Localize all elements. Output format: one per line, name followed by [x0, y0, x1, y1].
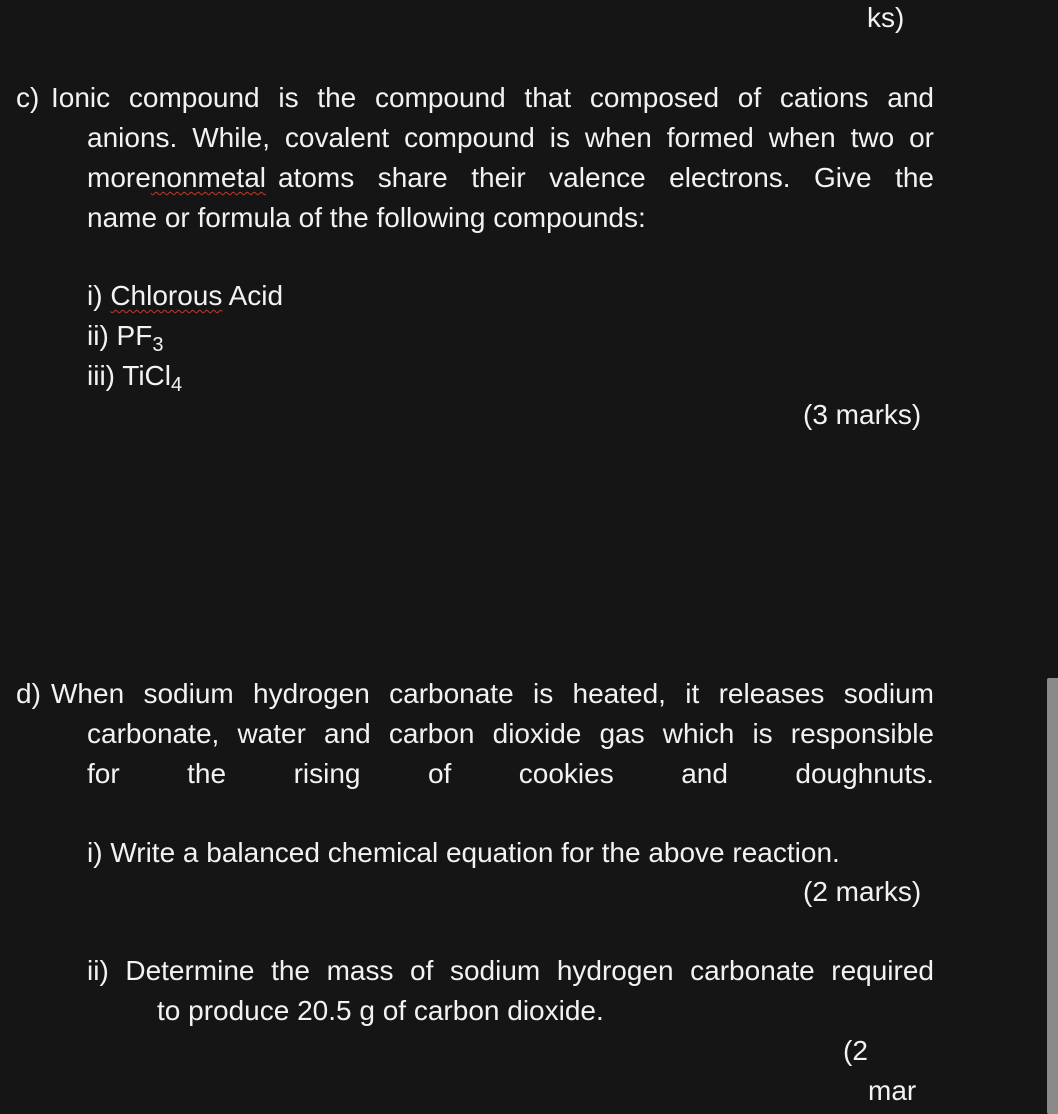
question-d-label: d) [16, 678, 41, 709]
question-d-part-ii-marks-cont: mar [868, 1075, 917, 1106]
item-c-i [87, 276, 283, 316]
question-d-line-2 [16, 714, 934, 754]
question-c-line-1 [16, 78, 934, 118]
item-c-ii [87, 316, 163, 356]
item-c-iii-subscript: 4 [171, 374, 183, 396]
question-c-line-2 [16, 118, 934, 158]
question-d-part-ii-line-2: to produce 20.5 g of carbon dioxide. [157, 995, 604, 1026]
question-c-line-2-text: anions. While, covalent compound is when formed when two or [87, 122, 934, 153]
question-d-part-ii-marks: (2 [843, 1035, 868, 1066]
question-d-line-3 [16, 754, 934, 794]
item-c-i-label: i) [87, 280, 103, 311]
question-d-line-2-text: carbonate, water and carbon dioxide gas which is responsible [87, 718, 934, 749]
question-c-text-1 [51, 78, 934, 118]
question-d-part-i: i) Write a balanced chemical equation for the above reaction. [87, 837, 840, 868]
question-d-word: of [427, 758, 452, 789]
question-d-word: rising [293, 758, 361, 789]
question-c-word-more: more [87, 162, 151, 193]
question-c-line-3-text [87, 158, 934, 198]
item-c-ii-subscript: 3 [152, 334, 164, 356]
question-c [16, 78, 934, 238]
question-d-part-i-marks: (2 marks) [803, 876, 922, 907]
question-c-line-1-text: Ionic compound is the compound that composed of cations and [51, 82, 934, 113]
question-c-marks: (3 marks) [803, 399, 922, 430]
question-d-line-1-text: When sodium hydrogen carbonate is heated, it releases sodium [51, 678, 934, 709]
question-d-line-1 [16, 674, 934, 714]
item-c-iii [87, 356, 182, 396]
item-c-ii-text: ii) PF [87, 320, 153, 351]
question-d-part-ii: ii) Determine the mass of sodium hydrogen carbonate required [87, 955, 934, 986]
question-d [16, 674, 934, 794]
vertical-scrollbar-thumb[interactable] [1047, 678, 1058, 1114]
top-marks-fragment: ks) [867, 2, 905, 33]
question-d-word: for [87, 758, 120, 789]
question-c-line-3 [16, 158, 934, 198]
question-d-word: the [187, 758, 227, 789]
question-d-word: cookies [518, 758, 614, 789]
question-c-line-3-rest: atoms share their valence electrons. Give the [277, 162, 934, 193]
question-d-line-3-text [87, 754, 934, 794]
item-c-i-rest: Acid [228, 280, 284, 311]
item-c-iii-text: iii) TiCl [87, 360, 171, 391]
question-c-label: c) [16, 82, 40, 113]
spellcheck-flagged-word[interactable]: nonmetal [150, 162, 266, 193]
question-d-word: doughnuts. [795, 758, 934, 789]
question-d-word: and [681, 758, 728, 789]
question-c-line-4-text: name or formula of the following compounds: [87, 202, 646, 233]
question-c-line-4 [16, 198, 934, 238]
spellcheck-flagged-word[interactable]: Chlorous [110, 280, 223, 311]
